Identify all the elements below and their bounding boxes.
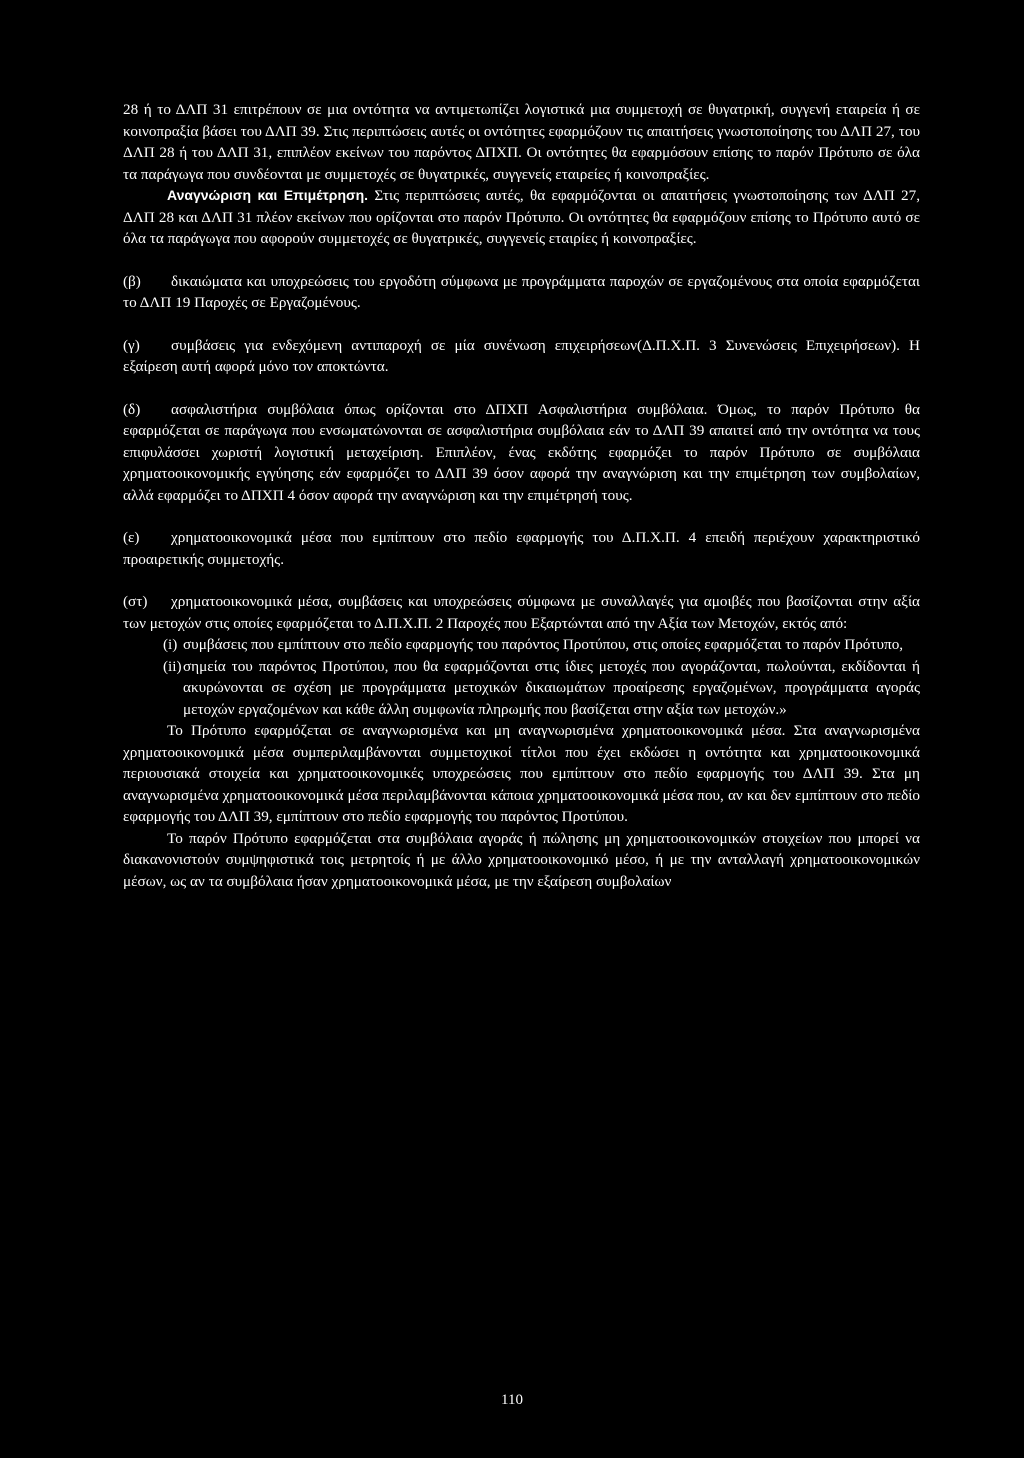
subitem-i <box>123 634 920 656</box>
document-body <box>123 99 920 892</box>
item-d <box>123 399 920 507</box>
paragraph-recognition <box>123 185 920 250</box>
item-b-label: (β) <box>123 272 141 290</box>
item-e-label: (ε) <box>123 529 140 546</box>
paragraph-4: Το παρόν Πρότυπο εφαρμόζεται στα συμβόλαια αγοράς ή πώλησης μη χρηματοοικονομικών στοιχείων που μπορεί να διακανονιστούν συμψηφιστικά τοις μετρητοίς ή με άλλο χρηματοοικονομικό μέσο, ή με την ανταλλαγή χρηματοοικονομικών μέσων, ως αν τα συμβόλαια ήσαν χρηματοοικονομικά μέσα, με την εξαίρεση συμβολαίων <box>123 829 920 890</box>
item-c-text: συμβάσεις για ενδεχόμενη αντιπαροχή σε μία συνένωση επιχειρήσεων(Δ.Π.Χ.Π. 3 Συνενώσεις Επιχειρήσεων). Η εξαίρεση αυτή αφορά μόνο τον αποκτώντα. <box>123 336 920 375</box>
item-f-text: χρηματοοικονομικά μέσα, συμβάσεις και υποχρεώσεις σύμφωνα με συναλλαγές για αμοιβές που βασίζονται στην αξία των μετοχών στις οποίες εφαρμόζεται το Δ.Π.Χ.Π. 2 Παροχές που Εξαρτώνται από την Αξία των Μετοχών, εκτός από: <box>123 593 920 632</box>
subitem-ii-label: (ii) <box>163 657 182 675</box>
subitem-i-text: συμβάσεις που εμπίπτουν στο πεδίο εφαρμογής του παρόντος Προτύπου, στις οποίες εφαρμόζεται το παρόν Πρότυπο, <box>183 636 904 653</box>
item-c <box>123 335 920 378</box>
item-b-text: δικαιώματα και υποχρεώσεις του εργοδότη σύμφωνα με προγράμματα παροχών σε εργαζομένους στα οποία εφαρμόζεται το ΔΛΠ 19 Παροχές σε Εργαζομένους. <box>123 272 920 311</box>
subitem-ii <box>123 656 920 721</box>
item-e <box>123 527 920 570</box>
item-f <box>123 591 920 634</box>
paragraph-1: 28 ή το ΔΛΠ 31 επιτρέπουν σε μια οντότητα να αντιμετωπίζει λογιστικά μια συμμετοχή σε θυγατρική, συγγενή εταιρεία ή σε κοινοπραξία βάσει του ΔΛΠ 39. Στις περιπτώσεις αυτές οι οντότητες εφαρμόζουν τις απαιτήσεις γνωστοποίησης του ΔΛΠ 27, του ΔΛΠ 28 ή του ΔΛΠ 31, επιπλέον εκείνων του παρόντος ΔΠΧΠ. Οι οντότητες θα εφαρμόσουν επίσης το παρόν Πρότυπο σε όλα τα παράγωγα που συνδέονται με συμμετοχές σε θυγατρικές, συγγενείς εταιρείες ή κοινοπραξίες. <box>123 101 920 183</box>
item-f-label: (στ) <box>123 593 148 610</box>
item-b <box>123 271 920 314</box>
subitem-ii-text: σημεία του παρόντος Προτύπου, που θα εφαρμόζονται στις ίδιες μετοχές που αγοράζονται, πωλούνται, εκδίδονται ή ακυρώνονται σε σχέση με προγράμματα μετοχικών δικαιωμάτων προαίρεσης εργαζομένων, προγράμματα αγοράς μετοχών εργαζομένων και κάθε άλλη συμφωνία πληρωμής που βασίζεται στην αξία των μετοχών.» <box>183 657 920 718</box>
item-e-text: χρηματοοικονομικά μέσα που εμπίπτουν στο πεδίο εφαρμογής του Δ.Π.Χ.Π. 4 επειδή περιέχουν χαρακτηριστικό προαιρετικής συμμετοχής. <box>123 529 920 568</box>
item-d-text: ασφαλιστήρια συμβόλαια όπως ορίζονται στο ΔΠΧΠ Ασφαλιστήρια συμβόλαια. Όμως, το παρόν Πρότυπο θα εφαρμόζεται σε παράγωγα που ενσωματώνονται σε ασφαλιστήρια συμβόλαια εάν το ΔΛΠ 39 απαιτεί από την οντότητα να τους επιφυλάσσει χωριστή λογιστική μεταχείριση. Επιπλέον, ένας εκδότης εφαρμόζει το παρόν Πρότυπο σε συμβόλαια χρηματοοικονομικής εγγύησης εάν εφαρμόζει το ΔΛΠ 39 όσον αφορά την αναγνώριση και την επιμέτρηση των συμβολαίων, αλλά εφαρμόζει το ΔΠΧΠ 4 όσον αφορά την αναγνώριση και την επιμέτρησή τους. <box>123 400 920 504</box>
item-d-label: (δ) <box>123 400 141 418</box>
item-c-label: (γ) <box>123 336 140 354</box>
subitem-i-label: (i) <box>163 636 178 653</box>
recognition-text: Στις περιπτώσεις αυτές, θα εφαρμόζονται οι απαιτήσεις γνωστοποίησης των ΔΛΠ 27, ΔΛΠ 28 και ΔΛΠ 31 πλέον εκείνων που ορίζονται στο παρόν Πρότυπο. Οι οντότητες θα εφαρμόζουν επίσης το Πρότυπο αυτό σε όλα τα παράγωγα που αφορούν συμμετοχές σε θυγατρικές, συγγενείς εταιρίες ή κοινοπραξίες. <box>123 187 920 247</box>
paragraph-3: Το Πρότυπο εφαρμόζεται σε αναγνωρισμένα και μη αναγνωρισμένα χρηματοοικονομικά μέσα. Στα αναγνωρισμένα χρηματοοικονομικά μέσα συμπεριλαμβάνονται συμμετοχικοί τίτλοι που έχει εκδώσει η οντότητα και χρηματοοικονομικά περιουσιακά στοιχεία και χρηματοοικονομικές υποχρεώσεις που εμπίπτουν στο πεδίο εφαρμογής του ΔΛΠ 39. Στα μη αναγνωρισμένα χρηματοοικονομικά μέσα περιλαμβάνονται κάποια χρηματοοικονομικά μέσα που, αν και δεν εμπίπτουν στο πεδίο εφαρμογής του ΔΛΠ 39, εμπίπτουν στο πεδίο εφαρμογής του παρόντος Προτύπου. <box>123 722 920 825</box>
page-number: 110 <box>501 1392 523 1408</box>
recognition-heading: Αναγνώριση και Επιμέτρηση. <box>167 187 369 203</box>
